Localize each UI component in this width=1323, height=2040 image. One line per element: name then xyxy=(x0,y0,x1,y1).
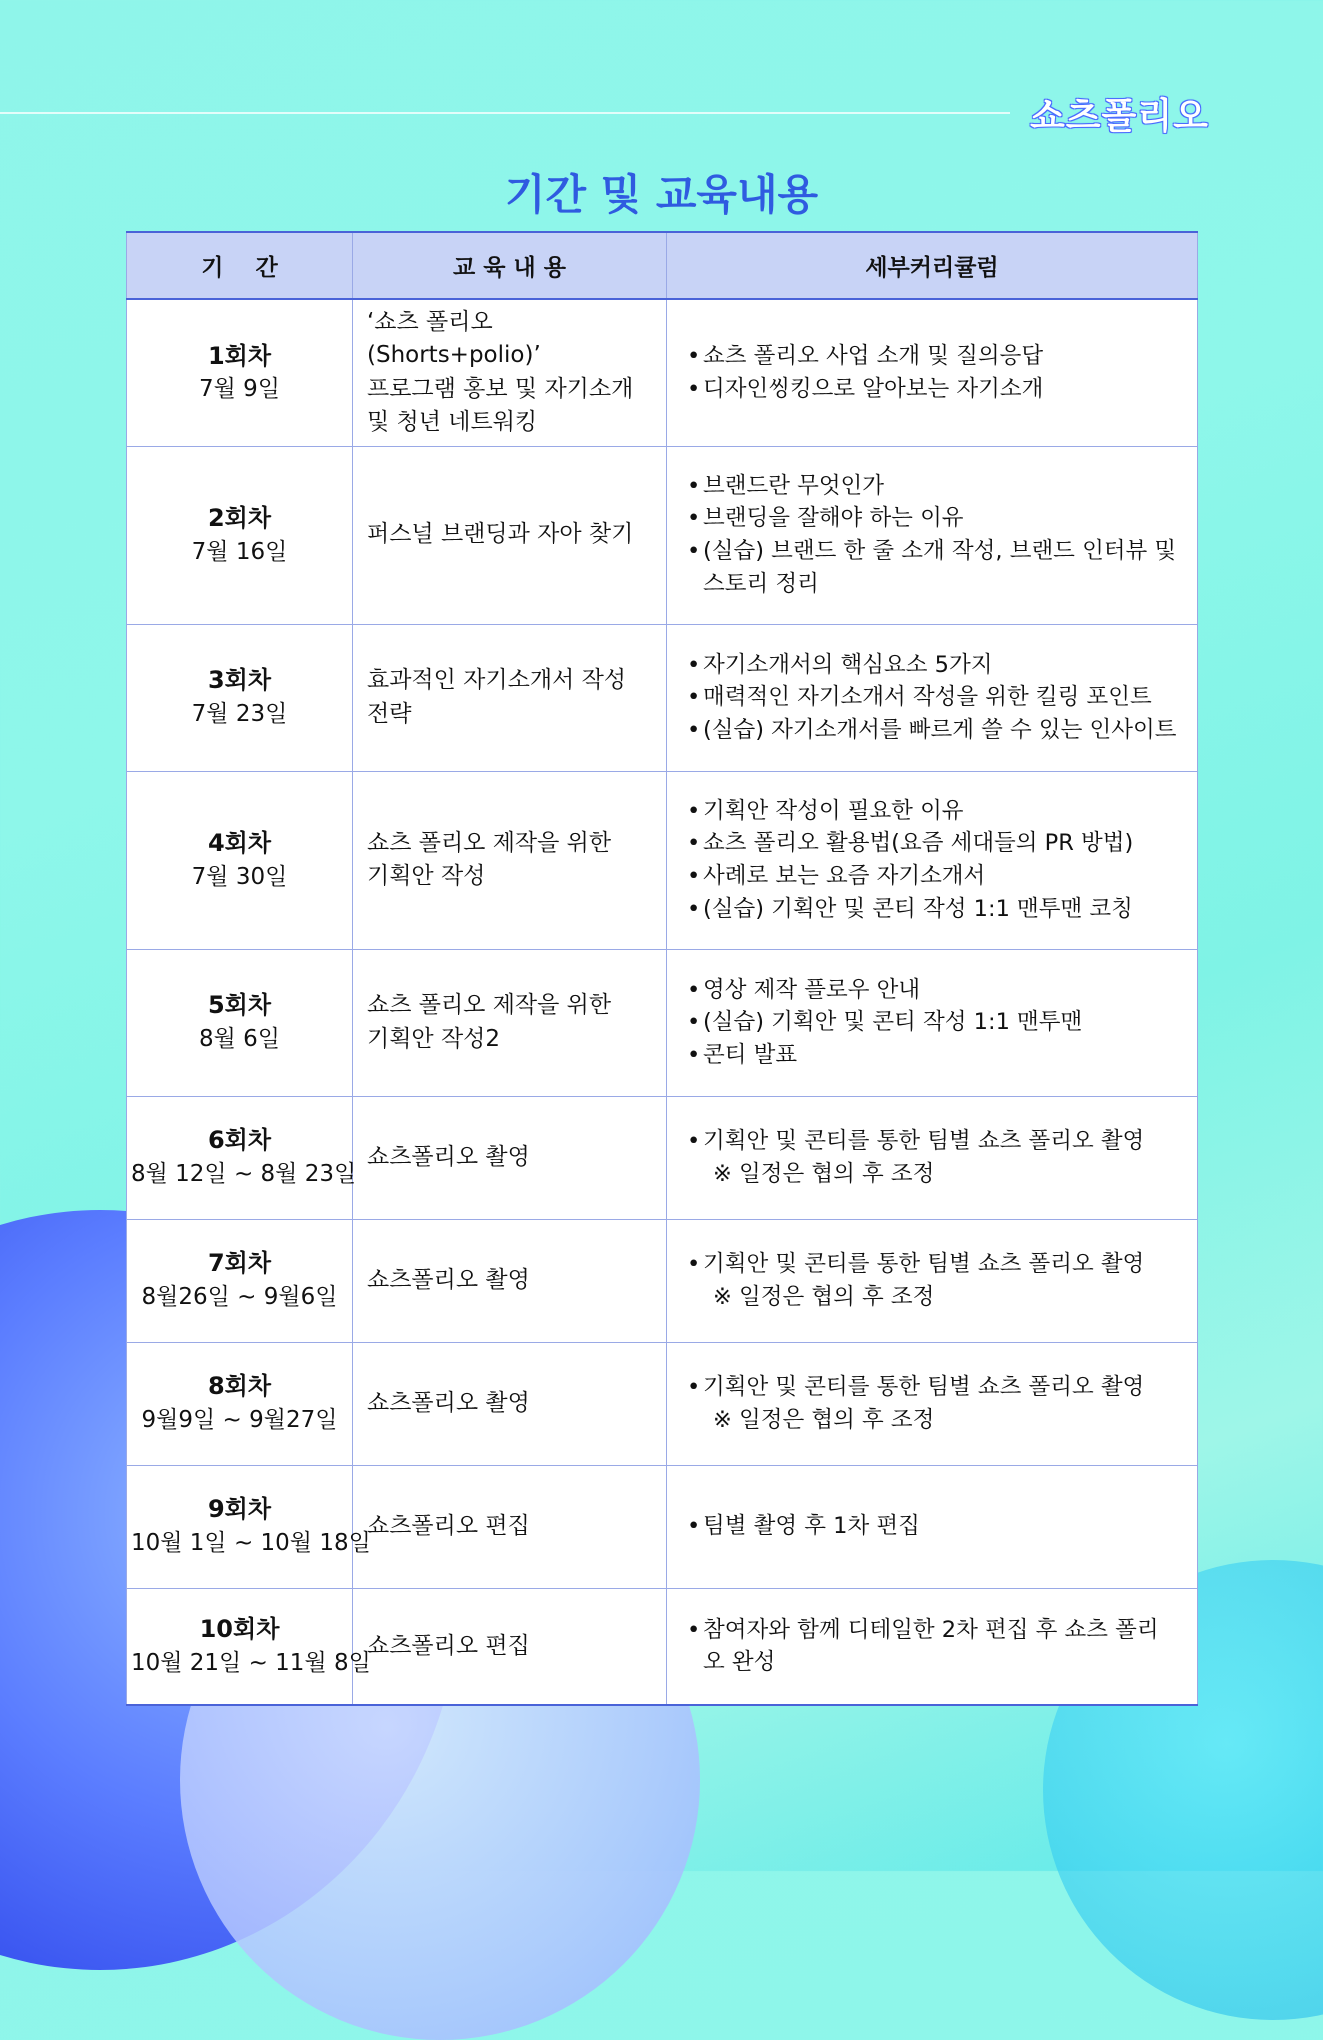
curriculum-item-text: 쇼츠 폴리오 활용법(요즘 세대들의 PR 방법) xyxy=(703,830,1134,857)
curriculum-list xyxy=(687,1125,1177,1158)
table-row xyxy=(127,624,1198,771)
period-cell xyxy=(127,1219,353,1342)
curriculum-item xyxy=(687,373,1177,406)
round-label: 8회차 xyxy=(207,1372,272,1401)
curriculum-item-text: 팀별 촬영 후 1차 편집 xyxy=(703,1513,920,1540)
content-line: ‘쇼츠 폴리오 (Shorts+polio)’ xyxy=(367,309,541,369)
curriculum-item-text: 디자인씽킹으로 알아보는 자기소개 xyxy=(703,375,1044,402)
curriculum-item-text: 참여자와 함께 디테일한 2차 편집 후 쇼츠 폴리오 완성 xyxy=(703,1616,1159,1676)
content-line: 쇼츠폴리오 촬영 xyxy=(367,1389,530,1416)
period-cell xyxy=(127,771,353,949)
curriculum-item-text: 기획안 및 콘티를 통한 팀별 쇼츠 폴리오 촬영 xyxy=(703,1373,1145,1400)
header-divider xyxy=(0,112,1010,114)
date-label: 8월 6일 xyxy=(198,1026,280,1053)
curriculum-cell xyxy=(667,446,1198,624)
date-label: 10월 1일 ~ 10월 18일 xyxy=(131,1530,371,1557)
curriculum-item xyxy=(687,470,1177,503)
content-cell xyxy=(353,1219,667,1342)
curriculum-item xyxy=(687,893,1177,926)
content-line: 쇼츠폴리오 촬영 xyxy=(367,1143,530,1170)
content-line: 쇼츠폴리오 편집 xyxy=(367,1512,530,1539)
curriculum-item xyxy=(687,974,1177,1007)
curriculum-cell xyxy=(667,1588,1198,1705)
round-label: 3회차 xyxy=(207,666,272,695)
header-content: 교 육 내 용 xyxy=(353,232,667,299)
content-cell xyxy=(353,624,667,771)
content-line: 효과적인 자기소개서 작성 xyxy=(367,667,627,694)
period-cell xyxy=(127,299,353,446)
curriculum-item xyxy=(687,714,1177,747)
schedule-table xyxy=(126,231,1198,1706)
period-cell xyxy=(127,1096,357,1219)
schedule-note: ※ 일정은 협의 후 조정 xyxy=(713,1283,935,1310)
curriculum-item xyxy=(687,860,1177,893)
content-line: 쇼츠 폴리오 제작을 위한 xyxy=(367,829,612,856)
content-line: 및 청년 네트워킹 xyxy=(367,409,538,436)
curriculum-item-text: 기획안 및 콘티를 통한 팀별 쇼츠 폴리오 촬영 xyxy=(703,1250,1145,1277)
curriculum-cell xyxy=(667,1465,1198,1588)
curriculum-item xyxy=(687,1039,1177,1072)
curriculum-item-text: 매력적인 자기소개서 작성을 위한 킬링 포인트 xyxy=(703,684,1152,711)
date-label: 10월 21일 ~ 11월 8일 xyxy=(131,1649,371,1676)
curriculum-list xyxy=(687,1248,1177,1281)
curriculum-list xyxy=(687,1510,1177,1543)
content-line: 퍼스널 브랜딩과 자아 찾기 xyxy=(367,521,634,548)
content-line: 기획안 작성 xyxy=(367,863,486,889)
content-cell xyxy=(353,1342,667,1465)
date-label: 7월 16일 xyxy=(191,538,288,565)
date-label: 7월 9일 xyxy=(198,376,280,403)
date-label: 8월26일 ~ 9월6일 xyxy=(141,1284,338,1311)
table-row xyxy=(127,1588,1198,1705)
period-cell xyxy=(127,1588,371,1705)
curriculum-item-text: 기획안 작성이 필요한 이유 xyxy=(703,797,964,824)
curriculum-list xyxy=(687,649,1177,747)
curriculum-item-text: 영상 제작 플로우 안내 xyxy=(703,976,921,1003)
round-label: 1회차 xyxy=(207,341,272,370)
period-cell xyxy=(127,446,353,624)
curriculum-item-text: (실습) 브랜드 한 줄 소개 작성, 브랜드 인터뷰 및 스토리 정리 xyxy=(703,538,1177,597)
curriculum-item xyxy=(687,340,1177,373)
content-line: 쇼츠폴리오 편집 xyxy=(367,1632,530,1659)
schedule-note: ※ 일정은 협의 후 조정 xyxy=(713,1160,935,1187)
round-label: 2회차 xyxy=(207,503,272,532)
date-label: 7월 30일 xyxy=(191,863,288,890)
table-row xyxy=(127,949,1198,1096)
round-label: 6회차 xyxy=(207,1126,272,1155)
page-title: 기간 및 교육내용 xyxy=(504,170,819,219)
curriculum-item xyxy=(687,1125,1177,1158)
content-cell xyxy=(353,1465,667,1588)
curriculum-item-text: 쇼츠 폴리오 사업 소개 및 질의응답 xyxy=(703,343,1044,370)
curriculum-list xyxy=(687,1371,1177,1404)
curriculum-cell xyxy=(667,299,1198,446)
curriculum-item-text: 사례로 보는 요즘 자기소개서 xyxy=(703,863,986,889)
round-label: 10회차 xyxy=(199,1615,280,1644)
content-line: 전략 xyxy=(367,700,412,727)
curriculum-list xyxy=(687,470,1177,601)
content-cell xyxy=(353,299,667,446)
header-curriculum: 세부커리큘럼 xyxy=(667,232,1198,299)
curriculum-item xyxy=(687,1614,1177,1679)
content-cell xyxy=(353,446,667,624)
curriculum-item-text: (실습) 자기소개서를 빠르게 쓸 수 있는 인사이트 xyxy=(703,716,1177,743)
curriculum-cell xyxy=(667,771,1198,949)
header-period: 기 간 xyxy=(127,232,353,299)
date-label: 7월 23일 xyxy=(191,701,288,728)
curriculum-cell xyxy=(667,1219,1198,1342)
curriculum-item xyxy=(687,1510,1177,1543)
period-cell xyxy=(127,1465,371,1588)
period-cell xyxy=(127,949,353,1096)
table-row xyxy=(127,299,1198,446)
curriculum-cell xyxy=(667,1096,1198,1219)
content-line: 기획안 작성2 xyxy=(367,1025,501,1052)
schedule-note: ※ 일정은 협의 후 조정 xyxy=(713,1406,935,1433)
date-label: 8월 12일 ~ 8월 23일 xyxy=(131,1161,357,1188)
curriculum-list xyxy=(687,974,1177,1072)
curriculum-item-text: 브랜드란 무엇인가 xyxy=(703,472,885,499)
table-header-row xyxy=(127,232,1198,299)
round-label: 7회차 xyxy=(207,1249,272,1278)
curriculum-item xyxy=(687,681,1177,714)
curriculum-list xyxy=(687,1614,1177,1679)
table-row xyxy=(127,1096,1198,1219)
table-row xyxy=(127,1465,1198,1588)
period-cell xyxy=(127,1342,353,1465)
curriculum-item xyxy=(687,649,1177,682)
content-line: 쇼츠폴리오 촬영 xyxy=(367,1266,530,1293)
curriculum-item xyxy=(687,1371,1177,1404)
round-label: 9회차 xyxy=(207,1495,272,1524)
curriculum-cell xyxy=(667,624,1198,771)
content-cell xyxy=(353,1096,667,1219)
curriculum-item-text: 브랜딩을 잘해야 하는 이유 xyxy=(703,505,964,532)
table-row xyxy=(127,1342,1198,1465)
curriculum-cell xyxy=(667,949,1198,1096)
table-row xyxy=(127,771,1198,949)
brand-logo: 쇼츠폴리오 xyxy=(1030,96,1209,137)
curriculum-item xyxy=(687,535,1177,600)
table-row xyxy=(127,1219,1198,1342)
curriculum-item xyxy=(687,827,1177,860)
content-line: 프로그램 홍보 및 자기소개 xyxy=(367,375,634,402)
content-cell xyxy=(353,949,667,1096)
curriculum-cell xyxy=(667,1342,1198,1465)
curriculum-item-text: 기획안 및 콘티를 통한 팀별 쇼츠 폴리오 촬영 xyxy=(703,1127,1145,1154)
curriculum-item-text: 콘티 발표 xyxy=(703,1041,798,1068)
curriculum-item xyxy=(687,1248,1177,1281)
date-label: 9월9일 ~ 9월27일 xyxy=(141,1407,338,1434)
content-cell xyxy=(353,1588,667,1705)
curriculum-list xyxy=(687,340,1177,405)
content-cell xyxy=(353,771,667,949)
curriculum-item-text: 자기소개서의 핵심요소 5가지 xyxy=(703,651,993,678)
curriculum-item xyxy=(687,1006,1177,1039)
round-label: 5회차 xyxy=(207,991,272,1020)
curriculum-item-text: (실습) 기획안 및 콘티 작성 1:1 맨투맨 xyxy=(703,1009,1083,1036)
round-label: 4회차 xyxy=(207,828,272,857)
curriculum-item xyxy=(687,795,1177,828)
period-cell xyxy=(127,624,353,771)
content-line: 쇼츠 폴리오 제작을 위한 xyxy=(367,992,612,1019)
curriculum-item-text: (실습) 기획안 및 콘티 작성 1:1 맨투맨 코칭 xyxy=(703,895,1133,922)
curriculum-list xyxy=(687,795,1177,926)
table-row xyxy=(127,446,1198,624)
curriculum-item xyxy=(687,502,1177,535)
